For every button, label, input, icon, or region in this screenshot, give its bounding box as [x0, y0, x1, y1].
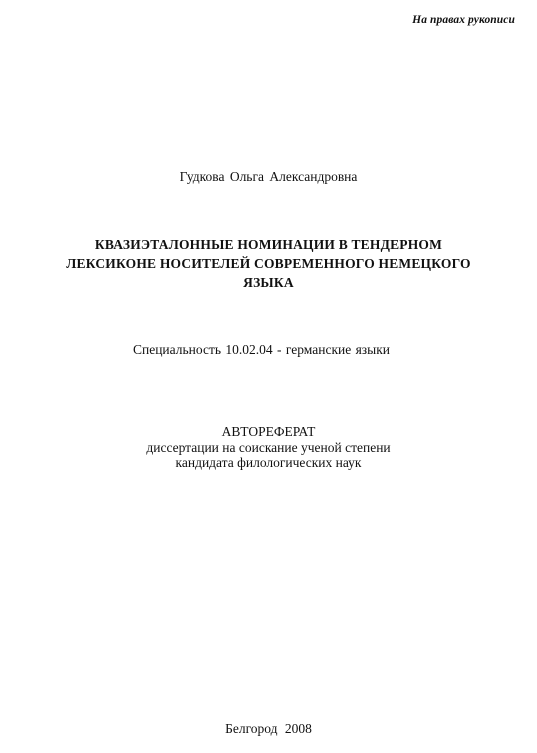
city-year: Белгород 2008 — [225, 721, 312, 736]
abstract-heading: АВТОРЕФЕРАТ — [221, 424, 316, 439]
title-line-3: ЯЗЫКА — [243, 275, 294, 290]
title-line-1: КВАЗИЭТАЛОННЫЕ НОМИНАЦИИ В ТЕНДЕРНОМ — [94, 237, 443, 252]
author-name: Гудкова Ольга Александровна — [179, 169, 358, 184]
rights-note: На правах рукописи — [412, 14, 515, 26]
dissertation-title — [0, 235, 537, 292]
abstract-line-3: кандидата филологических наук — [175, 455, 362, 470]
specialty-line: Специальность 10.02.04 - германские языки — [132, 342, 390, 357]
abstract-block — [0, 424, 537, 471]
abstract-line-2: диссертации на соискание ученой степени — [146, 439, 391, 455]
title-line-2: ЛЕКСИКОНЕ НОСИТЕЛЕЙ СОВРЕМЕННОГО НЕМЕЦКОГО — [66, 256, 471, 271]
